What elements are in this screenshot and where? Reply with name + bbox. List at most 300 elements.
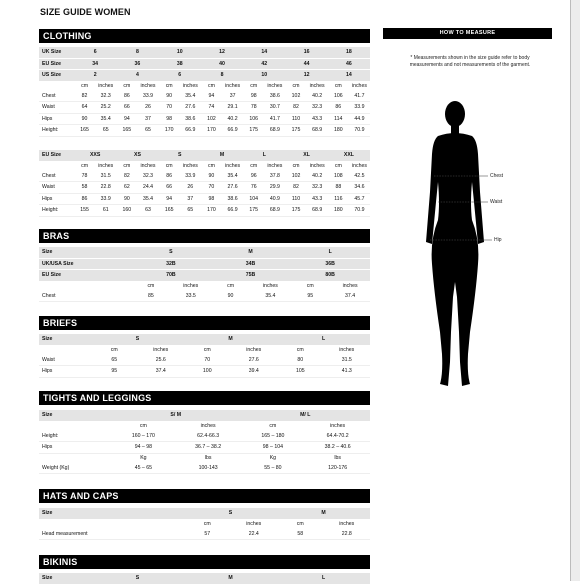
- hats-size-table: [39, 508, 370, 540]
- table-cell: 30.7: [264, 102, 285, 114]
- table-cell: 160 – 170: [111, 431, 176, 443]
- table-cell: 32.3: [307, 182, 328, 194]
- table-cell: 34B: [211, 259, 291, 271]
- table-cell: 68.9: [264, 205, 285, 217]
- table-cell: 24.4: [137, 182, 158, 194]
- table-cell: 64.4-70.2: [305, 431, 370, 443]
- table-cell: 82: [285, 182, 306, 194]
- body-silhouette-icon: [410, 92, 510, 395]
- table-cell: 85: [131, 291, 171, 303]
- table-cell: 95: [290, 291, 330, 303]
- table-cell: XXS: [74, 150, 116, 162]
- table-row: [39, 125, 370, 137]
- table-cell: 102: [201, 114, 222, 126]
- table-cell: 22.4: [231, 529, 278, 541]
- table-cell: 165 – 180: [241, 431, 306, 443]
- table-cell: inches: [339, 520, 355, 527]
- table-cell: inches: [225, 162, 241, 169]
- table-cell: lbs: [334, 454, 341, 461]
- table-cell: 110: [285, 194, 306, 206]
- table-cell: Weight (Kg): [39, 463, 111, 475]
- table-cell: cm: [147, 282, 155, 289]
- table-header-row: [39, 70, 370, 82]
- table-cell: 95: [91, 366, 138, 378]
- table-cell: 22.8: [324, 529, 371, 541]
- table-cell: 64: [74, 102, 95, 114]
- table-cell: 68.9: [264, 125, 285, 137]
- table-cell: M: [184, 573, 277, 585]
- table-cell: 44.9: [349, 114, 370, 126]
- table-cell: UK/USA Size: [39, 259, 131, 271]
- table-cell: 65: [95, 125, 116, 137]
- table-cell: 65: [180, 205, 201, 217]
- table-cell: inches: [309, 162, 325, 169]
- table-cell: 32.3: [137, 171, 158, 183]
- table-cell: inches: [262, 282, 278, 289]
- table-cell: inches: [342, 282, 358, 289]
- table-cell: 70: [201, 182, 222, 194]
- table-cell: 65: [137, 125, 158, 137]
- table-cell: inches: [339, 346, 355, 353]
- table-cell: 120-176: [305, 463, 370, 475]
- table-cell: 40.2: [307, 171, 328, 183]
- table-cell: 170: [201, 205, 222, 217]
- table-header-row: [39, 573, 370, 585]
- table-row: [39, 355, 370, 367]
- table-cell: 40.9: [264, 194, 285, 206]
- table-unit-row: [39, 422, 370, 431]
- table-unit-row: [39, 520, 370, 529]
- briefs-size-table: [39, 334, 370, 378]
- table-cell: 29.1: [222, 102, 243, 114]
- table-cell: 32.3: [95, 91, 116, 103]
- table-cell: 45.7: [349, 194, 370, 206]
- table-cell: S: [91, 573, 184, 585]
- table-cell: Hips: [39, 366, 91, 378]
- table-cell: 40.2: [222, 114, 243, 126]
- table-cell: 6: [159, 70, 201, 82]
- table-cell: cm: [123, 162, 131, 169]
- table-header-row: [39, 47, 370, 59]
- table-cell: inches: [330, 422, 346, 429]
- table-cell: 14: [328, 70, 370, 82]
- clothing-eu-size-table: [39, 150, 370, 217]
- measure-note: * Measurements shown in the size guide refer to body measurements and not measurements of the garment.: [409, 55, 531, 68]
- table-row: [39, 114, 370, 126]
- table-cell: 86: [116, 91, 137, 103]
- table-cell: 40: [201, 59, 243, 71]
- table-cell: 33.9: [95, 194, 116, 206]
- table-cell: inches: [225, 82, 241, 89]
- table-cell: cm: [123, 82, 131, 89]
- table-cell: cm: [306, 282, 314, 289]
- table-cell: 58: [277, 529, 324, 541]
- table-cell: 82: [74, 91, 95, 103]
- table-cell: 27.6: [180, 102, 201, 114]
- table-cell: 29.9: [264, 182, 285, 194]
- table-cell: Chest: [39, 291, 131, 303]
- table-cell: inches: [182, 82, 198, 89]
- table-cell: cm: [203, 346, 211, 353]
- table-cell: 82: [285, 102, 306, 114]
- table-cell: XS: [116, 150, 158, 162]
- table-cell: 32.3: [307, 102, 328, 114]
- table-cell: 33.9: [137, 91, 158, 103]
- table-cell: 2: [74, 70, 116, 82]
- table-cell: M: [184, 334, 277, 346]
- table-cell: [39, 422, 111, 431]
- table-cell: XL: [285, 150, 327, 162]
- table-cell: 37: [137, 114, 158, 126]
- hats-section-title: HATS AND CAPS: [39, 489, 370, 503]
- table-cell: 40.2: [307, 91, 328, 103]
- table-cell: 160: [116, 205, 137, 217]
- table-cell: [39, 346, 91, 355]
- table-cell: 8: [201, 70, 243, 82]
- bras-size-table: [39, 247, 370, 302]
- table-cell: 43.3: [307, 114, 328, 126]
- table-cell: 39.4: [231, 366, 278, 378]
- table-cell: 170: [159, 125, 180, 137]
- table-cell: [39, 282, 131, 291]
- table-cell: inches: [246, 346, 262, 353]
- table-cell: 100: [184, 366, 231, 378]
- table-cell: 66.9: [222, 125, 243, 137]
- table-cell: 44: [285, 59, 327, 71]
- table-cell: 25.2: [95, 102, 116, 114]
- table-cell: 35.4: [95, 114, 116, 126]
- table-cell: 41.7: [264, 114, 285, 126]
- table-cell: 86: [74, 194, 95, 206]
- table-row: [39, 463, 370, 475]
- table-cell: [39, 82, 74, 91]
- table-cell: 102: [285, 91, 306, 103]
- bras-section-title: BRAS: [39, 229, 370, 243]
- table-cell: S: [184, 508, 277, 520]
- table-cell: Waist: [39, 355, 91, 367]
- table-cell: Height:: [39, 431, 111, 443]
- table-cell: 14: [243, 47, 285, 59]
- table-cell: Size: [39, 573, 91, 585]
- table-cell: 6: [74, 47, 116, 59]
- table-cell: 70.9: [349, 205, 370, 217]
- table-cell: 90: [74, 114, 95, 126]
- table-cell: 10: [159, 47, 201, 59]
- table-row: [39, 194, 370, 206]
- table-cell: 43.3: [307, 194, 328, 206]
- table-cell: 70.9: [349, 125, 370, 137]
- table-header-row: [39, 259, 370, 271]
- table-cell: 57: [184, 529, 231, 541]
- bikinis-section-title: BIKINIS: [39, 555, 370, 569]
- table-cell: 165: [74, 125, 95, 137]
- table-row: [39, 291, 370, 303]
- table-cell: Hips: [39, 114, 74, 126]
- table-cell: cm: [81, 162, 89, 169]
- clothing-size-table: [39, 47, 370, 137]
- tights-size-table: [39, 410, 370, 474]
- table-cell: 27.6: [222, 182, 243, 194]
- table-cell: S: [91, 334, 184, 346]
- table-cell: cm: [207, 162, 215, 169]
- table-cell: cm: [292, 82, 300, 89]
- table-cell: 35.4: [137, 194, 158, 206]
- table-cell: 68.9: [307, 205, 328, 217]
- table-cell: M/ L: [241, 410, 371, 422]
- table-cell: 90: [116, 194, 137, 206]
- table-row: [39, 529, 370, 541]
- table-cell: inches: [267, 162, 283, 169]
- table-cell: inches: [98, 162, 114, 169]
- table-cell: 110: [285, 114, 306, 126]
- table-cell: 34: [74, 59, 116, 71]
- table-cell: 175: [243, 205, 264, 217]
- table-cell: Waist: [39, 182, 74, 194]
- page-title: SIZE GUIDE WOMEN: [40, 7, 131, 17]
- table-cell: [39, 162, 74, 171]
- hip-label: Hip: [494, 237, 502, 243]
- table-unit-row: [39, 82, 370, 91]
- table-header-row: [39, 410, 370, 422]
- table-cell: L: [277, 334, 370, 346]
- table-cell: 175: [285, 125, 306, 137]
- table-cell: Size: [39, 508, 184, 520]
- table-cell: 66: [116, 102, 137, 114]
- table-cell: 58: [74, 182, 95, 194]
- table-cell: cm: [250, 162, 258, 169]
- table-cell: L: [243, 150, 285, 162]
- table-cell: 12: [201, 47, 243, 59]
- table-cell: cm: [334, 162, 342, 169]
- bikinis-size-table: [39, 573, 370, 585]
- table-cell: cm: [165, 162, 173, 169]
- table-cell: lbs: [204, 454, 212, 461]
- table-cell: cm: [110, 346, 118, 353]
- table-cell: EU Size: [39, 270, 131, 282]
- table-unit-row: [39, 346, 370, 355]
- table-cell: Chest: [39, 91, 74, 103]
- table-cell: 100-143: [176, 463, 241, 475]
- table-cell: inches: [140, 82, 156, 89]
- table-cell: cm: [165, 82, 173, 89]
- table-cell: 46: [328, 59, 370, 71]
- table-cell: inches: [351, 162, 367, 169]
- table-cell: inches: [153, 346, 169, 353]
- table-cell: M: [277, 508, 370, 520]
- table-cell: 27.6: [231, 355, 278, 367]
- table-row: [39, 91, 370, 103]
- table-cell: Kg: [140, 454, 147, 461]
- table-cell: 18: [328, 47, 370, 59]
- table-cell: 80B: [290, 270, 370, 282]
- table-cell: S: [159, 150, 201, 162]
- table-cell: 61: [95, 205, 116, 217]
- table-cell: 42: [243, 59, 285, 71]
- scrollbar-edge: [570, 0, 580, 581]
- table-cell: Waist: [39, 102, 74, 114]
- table-cell: 12: [285, 70, 327, 82]
- table-cell: inches: [309, 82, 325, 89]
- table-cell: 70: [184, 355, 231, 367]
- table-header-row: [39, 270, 370, 282]
- table-cell: 62.4-66.3: [176, 431, 241, 443]
- table-cell: XXL: [328, 150, 370, 162]
- table-cell: 90: [201, 171, 222, 183]
- table-cell: inches: [200, 422, 216, 429]
- table-cell: 37.4: [138, 366, 185, 378]
- table-cell: 38: [159, 59, 201, 71]
- table-cell: 35.4: [250, 291, 290, 303]
- table-cell: 78: [243, 102, 264, 114]
- table-cell: M: [211, 247, 291, 259]
- table-cell: Height:: [39, 205, 74, 217]
- table-cell: 66.9: [222, 205, 243, 217]
- table-row: [39, 205, 370, 217]
- table-cell: 155: [74, 205, 95, 217]
- table-cell: 70: [159, 102, 180, 114]
- table-cell: cm: [296, 346, 304, 353]
- table-cell: cm: [296, 520, 304, 527]
- table-row: [39, 366, 370, 378]
- table-cell: 78: [74, 171, 95, 183]
- table-cell: 175: [285, 205, 306, 217]
- table-cell: 165: [116, 125, 137, 137]
- table-cell: inches: [267, 82, 283, 89]
- table-cell: 38.2 – 40.6: [305, 442, 370, 454]
- table-cell: 32B: [131, 259, 211, 271]
- table-unit-row: [39, 162, 370, 171]
- table-cell: [39, 454, 111, 463]
- table-cell: 66: [159, 182, 180, 194]
- table-cell: 31.5: [95, 171, 116, 183]
- table-cell: Size: [39, 247, 131, 259]
- table-cell: 106: [328, 91, 349, 103]
- table-cell: 90: [159, 91, 180, 103]
- table-cell: 180: [328, 205, 349, 217]
- table-cell: 170: [201, 125, 222, 137]
- table-cell: 35.4: [222, 171, 243, 183]
- table-cell: 114: [328, 114, 349, 126]
- table-cell: cm: [269, 422, 277, 429]
- table-cell: US Size: [39, 70, 74, 82]
- table-unit-row: [39, 454, 370, 463]
- table-cell: cm: [292, 162, 300, 169]
- table-row: [39, 182, 370, 194]
- table-cell: 63: [137, 205, 158, 217]
- table-cell: 4: [116, 70, 158, 82]
- table-cell: 98: [243, 91, 264, 103]
- table-cell: cm: [139, 422, 147, 429]
- table-cell: cm: [207, 82, 215, 89]
- table-cell: Hips: [39, 442, 111, 454]
- table-cell: 175: [243, 125, 264, 137]
- table-cell: Size: [39, 334, 91, 346]
- table-cell: inches: [183, 282, 199, 289]
- table-cell: Hips: [39, 194, 74, 206]
- waist-label: Waist: [490, 199, 503, 205]
- table-cell: 37.4: [330, 291, 370, 303]
- table-cell: 55 – 80: [241, 463, 306, 475]
- table-cell: 35.4: [180, 91, 201, 103]
- table-cell: 36: [116, 59, 158, 71]
- table-cell: 45 – 65: [111, 463, 176, 475]
- table-cell: inches: [246, 520, 262, 527]
- table-cell: 36B: [290, 259, 370, 271]
- table-row: [39, 171, 370, 183]
- table-cell: 68.9: [307, 125, 328, 137]
- clothing-section-title: CLOTHING: [39, 29, 370, 43]
- table-cell: 116: [328, 194, 349, 206]
- table-cell: 38.6: [180, 114, 201, 126]
- table-cell: 70B: [131, 270, 211, 282]
- table-cell: Chest: [39, 171, 74, 183]
- table-cell: cm: [334, 82, 342, 89]
- table-cell: 94 – 98: [111, 442, 176, 454]
- table-cell: cm: [81, 82, 89, 89]
- table-cell: 98 – 104: [241, 442, 306, 454]
- table-cell: 8: [116, 47, 158, 59]
- table-cell: Head measurement: [39, 529, 184, 541]
- table-cell: Kg: [269, 454, 277, 461]
- table-unit-row: [39, 282, 370, 291]
- table-cell: 86: [159, 171, 180, 183]
- table-row: [39, 442, 370, 454]
- table-cell: 105: [277, 366, 324, 378]
- chest-label: Chest: [490, 173, 504, 179]
- table-cell: 104: [243, 194, 264, 206]
- table-cell: 108: [328, 171, 349, 183]
- table-cell: 75B: [211, 270, 291, 282]
- table-cell: M: [201, 150, 243, 162]
- table-cell: 34.6: [349, 182, 370, 194]
- table-cell: 37: [222, 91, 243, 103]
- table-cell: 88: [328, 182, 349, 194]
- briefs-section-title: BRIEFS: [39, 316, 370, 330]
- table-cell: 94: [201, 91, 222, 103]
- table-cell: 37.8: [264, 171, 285, 183]
- table-cell: 96: [243, 171, 264, 183]
- table-cell: 90: [211, 291, 251, 303]
- table-cell: 41.7: [349, 91, 370, 103]
- table-cell: 165: [159, 205, 180, 217]
- table-cell: S: [131, 247, 211, 259]
- table-cell: 106: [243, 114, 264, 126]
- table-cell: 26: [180, 182, 201, 194]
- table-header-row: [39, 150, 370, 162]
- table-header-row: [39, 59, 370, 71]
- table-cell: cm: [250, 82, 258, 89]
- table-cell: EU Size: [39, 59, 74, 71]
- table-cell: 102: [285, 171, 306, 183]
- table-cell: [39, 520, 184, 529]
- table-cell: 10: [243, 70, 285, 82]
- table-cell: 180: [328, 125, 349, 137]
- table-cell: EU Size: [39, 150, 74, 162]
- table-cell: Size: [39, 410, 111, 422]
- table-cell: 37: [180, 194, 201, 206]
- table-cell: S/ M: [111, 410, 241, 422]
- table-cell: 62: [116, 182, 137, 194]
- table-header-row: [39, 508, 370, 520]
- table-cell: 80: [277, 355, 324, 367]
- table-cell: 36.7 – 38.2: [176, 442, 241, 454]
- table-cell: 33.9: [349, 102, 370, 114]
- table-cell: 38.6: [264, 91, 285, 103]
- table-cell: 98: [159, 114, 180, 126]
- how-to-measure-title: HOW TO MEASURE: [383, 28, 552, 39]
- table-cell: 16: [285, 47, 327, 59]
- table-cell: 76: [243, 182, 264, 194]
